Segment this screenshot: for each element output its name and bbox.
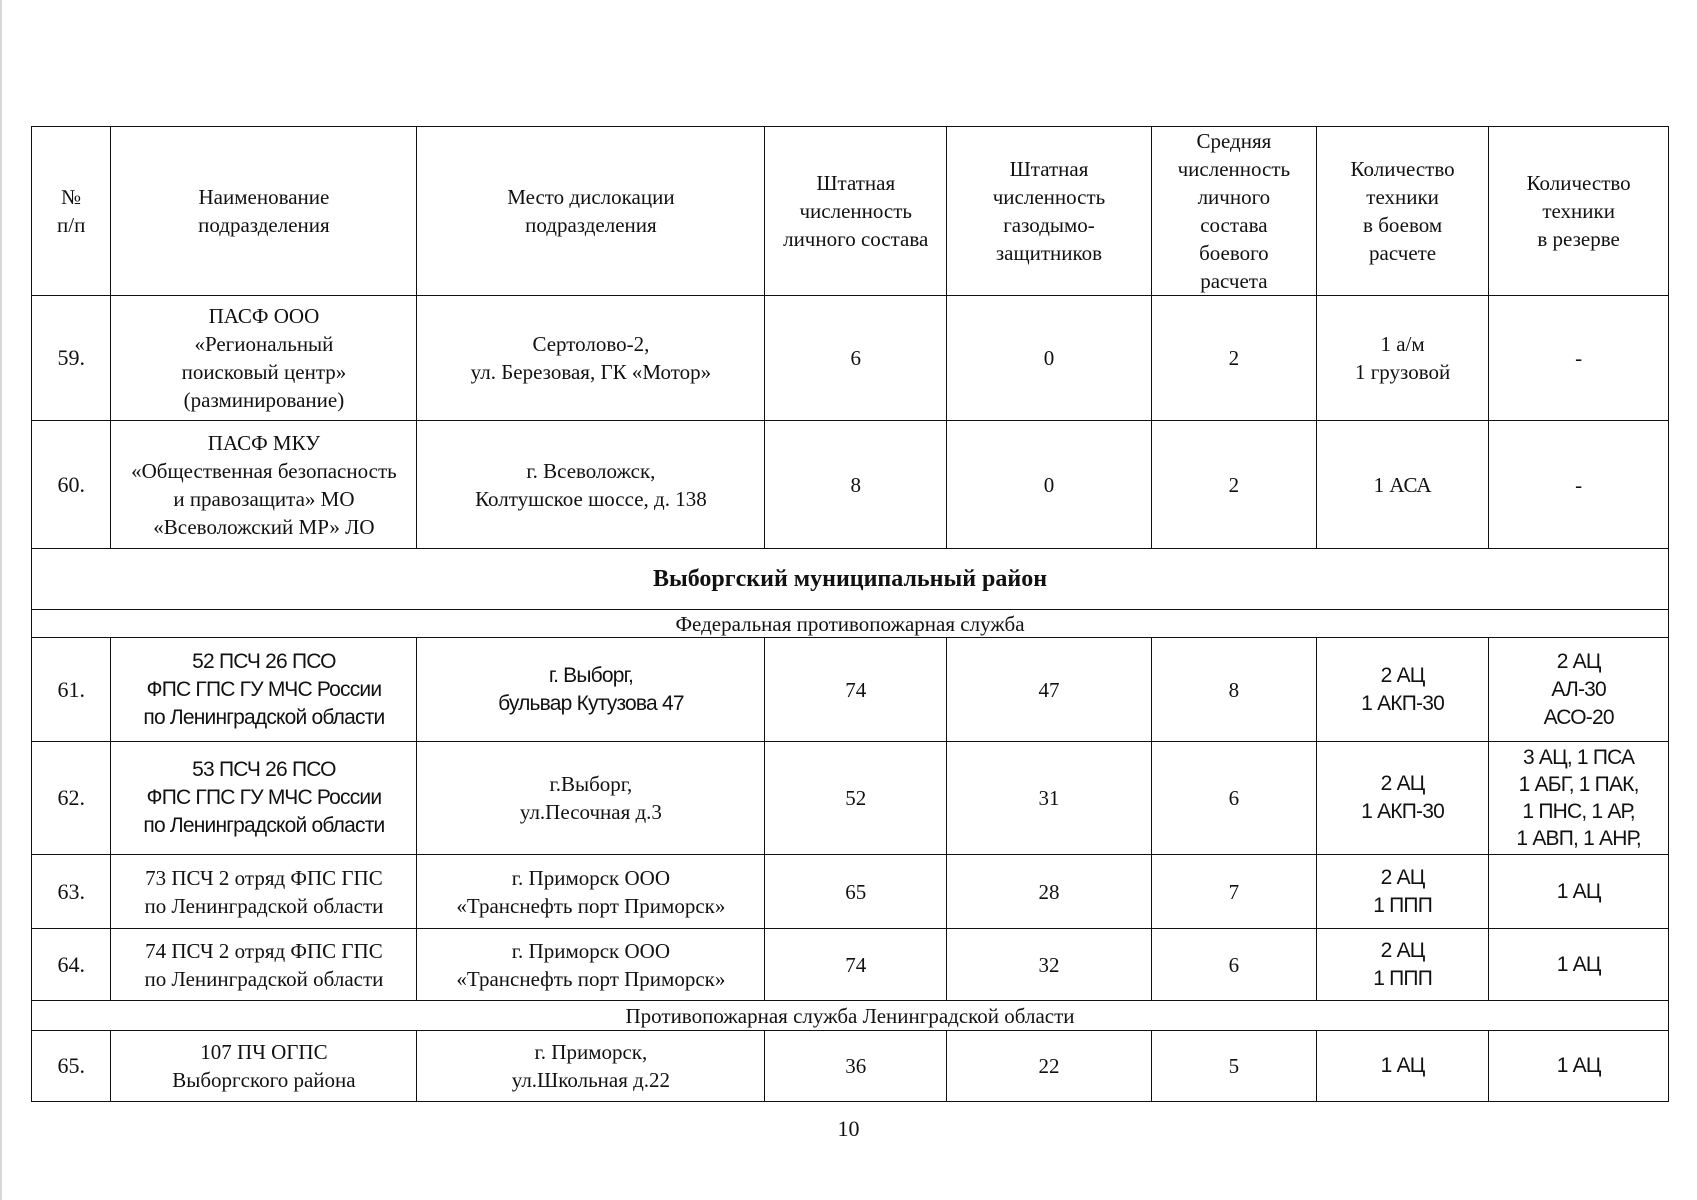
row-equip-reserve: 1 АЦ	[1489, 1031, 1669, 1102]
page-number: 10	[837, 1116, 860, 1141]
row-location: г. Приморск, ул.Школьная д.22	[417, 1031, 765, 1102]
row-num: 63.	[32, 855, 111, 929]
row-equip-combat: 1 АСА	[1316, 421, 1488, 549]
row-num: 62.	[32, 742, 111, 855]
row-num: 60.	[32, 421, 111, 549]
row-staff: 74	[765, 929, 947, 1001]
table-row	[32, 638, 1669, 742]
row-location: г. Выборг, бульвар Кутузова 47	[417, 638, 765, 742]
row-name: 107 ПЧ ОГПС Выборгского района	[111, 1031, 417, 1102]
table-row	[32, 296, 1669, 421]
row-name: ПАСФ МКУ «Общественная безопасность и правозащита» МО «Всеволожский МР» ЛО	[111, 421, 417, 549]
row-staff: 36	[765, 1031, 947, 1102]
row-gas: 22	[947, 1031, 1152, 1102]
row-avg: 2	[1151, 296, 1316, 421]
row-num: 61.	[32, 638, 111, 742]
row-name: 73 ПСЧ 2 отряд ФПС ГПС по Ленинградской области	[111, 855, 417, 929]
row-staff: 65	[765, 855, 947, 929]
table-row	[32, 421, 1669, 549]
row-gas: 47	[947, 638, 1152, 742]
row-gas: 31	[947, 742, 1152, 855]
row-equip-combat: 2 АЦ 1 АКП-30	[1316, 638, 1488, 742]
row-location: г. Приморск ООО «Транснефть порт Приморск»	[417, 929, 765, 1001]
table-row	[32, 855, 1669, 929]
row-equip-combat: 2 АЦ 1 АКП-30	[1316, 742, 1488, 855]
row-avg: 2	[1151, 421, 1316, 549]
row-equip-combat: 2 АЦ 1 ППП	[1316, 929, 1488, 1001]
header-staff: Штатная численность личного состава	[765, 127, 947, 296]
header-name: Наименование подразделения	[111, 127, 417, 296]
header-row	[32, 127, 1669, 296]
row-equip-reserve: 1 АЦ	[1489, 855, 1669, 929]
row-gas: 28	[947, 855, 1152, 929]
row-name: ПАСФ ООО «Региональный поисковый центр» (разминирование)	[111, 296, 417, 421]
row-location: г. Приморск ООО «Транснефть порт Приморск»	[417, 855, 765, 929]
row-avg: 6	[1151, 929, 1316, 1001]
row-equip-reserve: -	[1489, 296, 1669, 421]
page-edge	[0, 0, 2, 1200]
row-equip-combat: 2 АЦ 1 ППП	[1316, 855, 1488, 929]
row-avg: 5	[1151, 1031, 1316, 1102]
header-num: № п/п	[32, 127, 111, 296]
row-avg: 6	[1151, 742, 1316, 855]
row-equip-combat: 1 а/м 1 грузовой	[1316, 296, 1488, 421]
row-gas: 0	[947, 296, 1152, 421]
table-row	[32, 742, 1669, 855]
row-location: г.Выборг, ул.Песочная д.3	[417, 742, 765, 855]
header-equip-combat: Количество техники в боевом расчете	[1316, 127, 1488, 296]
section-regional-title: Противопожарная служба Ленинградской области	[32, 1001, 1669, 1031]
row-num: 59.	[32, 296, 111, 421]
row-staff: 74	[765, 638, 947, 742]
row-num: 65.	[32, 1031, 111, 1102]
row-num: 64.	[32, 929, 111, 1001]
row-equip-combat: 1 АЦ	[1316, 1031, 1488, 1102]
row-name: 52 ПСЧ 26 ПСО ФПС ГПС ГУ МЧС России по Ленинградской области	[111, 638, 417, 742]
row-location: г. Всеволожск, Колтушское шоссе, д. 138	[417, 421, 765, 549]
row-staff: 6	[765, 296, 947, 421]
row-staff: 8	[765, 421, 947, 549]
district-title: Выборгский муниципальный район	[32, 549, 1669, 610]
section-row	[32, 1001, 1669, 1031]
header-avg: Средняя численность личного состава боевого расчета	[1151, 127, 1316, 296]
header-gas: Штатная численность газодымо- защитников	[947, 127, 1152, 296]
row-equip-reserve: 1 АЦ	[1489, 929, 1669, 1001]
row-name: 74 ПСЧ 2 отряд ФПС ГПС по Ленинградской области	[111, 929, 417, 1001]
header-location: Место дислокации подразделения	[417, 127, 765, 296]
row-location: Сертолово-2, ул. Березовая, ГК «Мотор»	[417, 296, 765, 421]
header-equip-reserve: Количество техники в резерве	[1489, 127, 1669, 296]
row-gas: 0	[947, 421, 1152, 549]
row-avg: 8	[1151, 638, 1316, 742]
district-row	[32, 549, 1669, 610]
row-gas: 32	[947, 929, 1152, 1001]
units-table	[31, 126, 1669, 1102]
table-row	[32, 929, 1669, 1001]
table-row	[32, 1031, 1669, 1102]
section-federal-title: Федеральная противопожарная служба	[32, 610, 1669, 638]
row-equip-reserve: 2 АЦ АЛ-30 АСО-20	[1489, 638, 1669, 742]
row-staff: 52	[765, 742, 947, 855]
row-equip-reserve: 3 АЦ, 1 ПСА 1 АБГ, 1 ПАК, 1 ПНС, 1 АР, 1 АВП, 1 АНР,	[1489, 742, 1669, 855]
row-name: 53 ПСЧ 26 ПСО ФПС ГПС ГУ МЧС России по Ленинградской области	[111, 742, 417, 855]
row-avg: 7	[1151, 855, 1316, 929]
row-equip-reserve: -	[1489, 421, 1669, 549]
section-row	[32, 610, 1669, 638]
